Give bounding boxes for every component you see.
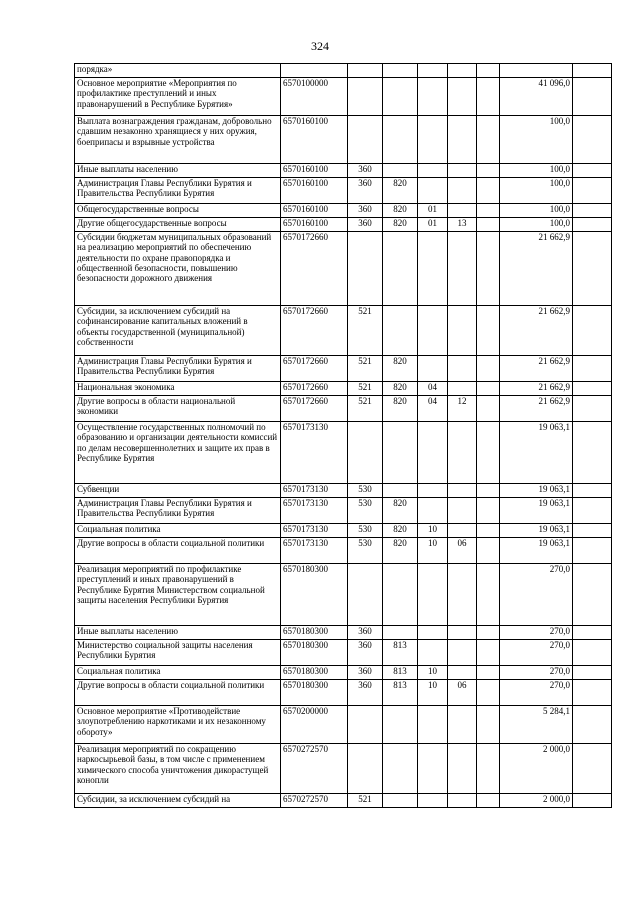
row-expense-type-cell: 360	[348, 640, 383, 666]
row-sum-cell: 19 063,1	[500, 524, 573, 538]
row-subsection-cell	[448, 640, 477, 666]
row-name-cell: Администрация Главы Республики Бурятия и Правительства Республики Бурятия	[75, 498, 281, 524]
table-row	[75, 640, 612, 666]
row-empty-cell	[477, 666, 500, 680]
row-code-cell: 6570172660	[281, 382, 348, 396]
row-code-cell: 6570172660	[281, 306, 348, 356]
row-expense-type-cell: 530	[348, 538, 383, 564]
table-row	[75, 78, 612, 116]
table-row	[75, 218, 612, 232]
table-row	[75, 306, 612, 356]
row-empty-cell	[573, 524, 612, 538]
row-grbs-cell	[383, 794, 418, 808]
row-name-cell: Иные выплаты населению	[75, 164, 281, 178]
row-empty-cell	[477, 706, 500, 744]
row-sum-cell: 21 662,9	[500, 382, 573, 396]
row-subsection-cell	[448, 564, 477, 626]
row-sum-cell: 270,0	[500, 666, 573, 680]
row-expense-type-cell	[348, 564, 383, 626]
row-name-cell: Администрация Главы Республики Бурятия и Правительства Республики Бурятия	[75, 356, 281, 382]
row-code-cell: 6570272570	[281, 794, 348, 808]
row-name-cell: Реализация мероприятий по профилактике преступлений и иных правонарушений в Республике Бурятия Министерством социальной защиты населения Республики Бурятия	[75, 564, 281, 626]
row-name-cell: Общегосударственные вопросы	[75, 204, 281, 218]
row-section-cell	[418, 484, 448, 498]
row-name-cell: Осуществление государственных полномочий по образованию и организации деятельности комиссий по делам несовершеннолетних и защите их прав в Республике Бурятия	[75, 422, 281, 484]
row-name-cell: Основное мероприятие «Противодействие злоупотреблению наркотиками и их незаконному обороту»	[75, 706, 281, 744]
row-code-cell: 6570180300	[281, 640, 348, 666]
row-section-cell: 10	[418, 666, 448, 680]
row-name-cell: Национальная экономика	[75, 382, 281, 396]
row-expense-type-cell	[348, 64, 383, 78]
row-sum-cell: 100,0	[500, 178, 573, 204]
row-sum-cell: 270,0	[500, 640, 573, 666]
table-row	[75, 706, 612, 744]
row-code-cell: 6570173130	[281, 524, 348, 538]
row-expense-type-cell: 360	[348, 666, 383, 680]
row-empty-cell	[477, 484, 500, 498]
row-empty-cell	[573, 218, 612, 232]
row-empty-cell	[573, 744, 612, 794]
row-expense-type-cell: 530	[348, 484, 383, 498]
row-empty-cell	[573, 396, 612, 422]
row-expense-type-cell: 360	[348, 204, 383, 218]
row-expense-type-cell: 360	[348, 680, 383, 706]
row-grbs-cell	[383, 564, 418, 626]
row-grbs-cell: 820	[383, 218, 418, 232]
row-empty-cell	[573, 78, 612, 116]
row-code-cell: 6570160100	[281, 164, 348, 178]
table-row	[75, 626, 612, 640]
row-sum-cell: 21 662,9	[500, 306, 573, 356]
row-section-cell	[418, 422, 448, 484]
row-sum-cell: 5 284,1	[500, 706, 573, 744]
row-section-cell: 01	[418, 218, 448, 232]
row-expense-type-cell: 530	[348, 524, 383, 538]
table-row	[75, 382, 612, 396]
row-empty-cell	[573, 666, 612, 680]
table-row	[75, 524, 612, 538]
table-row	[75, 178, 612, 204]
row-code-cell: 6570172660	[281, 396, 348, 422]
row-empty-cell	[477, 680, 500, 706]
row-sum-cell	[500, 64, 573, 78]
row-empty-cell	[573, 232, 612, 306]
row-empty-cell	[573, 422, 612, 484]
row-grbs-cell	[383, 706, 418, 744]
row-empty-cell	[573, 706, 612, 744]
row-empty-cell	[573, 164, 612, 178]
row-code-cell: 6570200000	[281, 706, 348, 744]
row-name-cell: Министерство социальной защиты населения Республики Бурятия	[75, 640, 281, 666]
row-subsection-cell	[448, 178, 477, 204]
row-empty-cell	[573, 680, 612, 706]
row-empty-cell	[477, 218, 500, 232]
row-name-cell: Субвенции	[75, 484, 281, 498]
row-section-cell	[418, 356, 448, 382]
row-code-cell: 6570180300	[281, 626, 348, 640]
row-empty-cell	[573, 484, 612, 498]
row-empty-cell	[477, 78, 500, 116]
row-section-cell: 04	[418, 382, 448, 396]
row-subsection-cell	[448, 422, 477, 484]
row-empty-cell	[573, 382, 612, 396]
row-subsection-cell	[448, 382, 477, 396]
row-grbs-cell: 820	[383, 498, 418, 524]
row-section-cell	[418, 564, 448, 626]
row-name-cell: Другие общегосударственные вопросы	[75, 218, 281, 232]
row-section-cell	[418, 64, 448, 78]
row-grbs-cell: 813	[383, 680, 418, 706]
row-sum-cell: 270,0	[500, 626, 573, 640]
row-grbs-cell: 813	[383, 640, 418, 666]
row-empty-cell	[573, 64, 612, 78]
row-subsection-cell	[448, 744, 477, 794]
row-empty-cell	[477, 356, 500, 382]
row-sum-cell: 19 063,1	[500, 422, 573, 484]
row-expense-type-cell: 360	[348, 218, 383, 232]
row-sum-cell: 2 000,0	[500, 794, 573, 808]
row-empty-cell	[573, 794, 612, 808]
row-sum-cell: 100,0	[500, 218, 573, 232]
row-name-cell: Субсидии, за исключением субсидий на	[75, 794, 281, 808]
table-row	[75, 396, 612, 422]
row-expense-type-cell	[348, 232, 383, 306]
row-subsection-cell	[448, 78, 477, 116]
table-row	[75, 498, 612, 524]
row-subsection-cell	[448, 706, 477, 744]
row-subsection-cell	[448, 484, 477, 498]
row-section-cell	[418, 116, 448, 164]
row-name-cell: Администрация Главы Республики Бурятия и Правительства Республики Бурятия	[75, 178, 281, 204]
table-row	[75, 116, 612, 164]
row-code-cell: 6570173130	[281, 498, 348, 524]
row-code-cell	[281, 64, 348, 78]
row-grbs-cell: 820	[383, 396, 418, 422]
row-grbs-cell	[383, 78, 418, 116]
row-name-cell: Иные выплаты населению	[75, 626, 281, 640]
row-empty-cell	[573, 626, 612, 640]
row-empty-cell	[477, 498, 500, 524]
row-empty-cell	[573, 178, 612, 204]
table-row	[75, 64, 612, 78]
row-empty-cell	[477, 178, 500, 204]
row-name-cell: Другие вопросы в области социальной политики	[75, 680, 281, 706]
row-expense-type-cell	[348, 116, 383, 164]
row-section-cell: 10	[418, 680, 448, 706]
row-sum-cell: 270,0	[500, 680, 573, 706]
row-sum-cell: 2 000,0	[500, 744, 573, 794]
row-expense-type-cell: 360	[348, 164, 383, 178]
row-subsection-cell	[448, 204, 477, 218]
table-row	[75, 794, 612, 808]
row-code-cell: 6570173130	[281, 484, 348, 498]
row-grbs-cell: 820	[383, 524, 418, 538]
row-section-cell	[418, 498, 448, 524]
row-expense-type-cell	[348, 744, 383, 794]
table-row	[75, 484, 612, 498]
row-empty-cell	[573, 356, 612, 382]
row-section-cell: 10	[418, 524, 448, 538]
row-name-cell: Социальная политика	[75, 524, 281, 538]
row-section-cell	[418, 744, 448, 794]
table-row	[75, 164, 612, 178]
row-subsection-cell	[448, 498, 477, 524]
row-grbs-cell	[383, 232, 418, 306]
row-subsection-cell	[448, 116, 477, 164]
row-grbs-cell: 813	[383, 666, 418, 680]
table-row	[75, 356, 612, 382]
row-empty-cell	[477, 744, 500, 794]
row-expense-type-cell: 521	[348, 794, 383, 808]
row-subsection-cell	[448, 666, 477, 680]
row-expense-type-cell	[348, 78, 383, 116]
row-subsection-cell	[448, 524, 477, 538]
row-expense-type-cell: 521	[348, 356, 383, 382]
row-code-cell: 6570160100	[281, 178, 348, 204]
row-name-cell: Субсидии, за исключением субсидий на софинансирование капитальных вложений в объекты государственной (муниципальной) собственности	[75, 306, 281, 356]
row-grbs-cell	[383, 744, 418, 794]
row-empty-cell	[477, 164, 500, 178]
row-expense-type-cell: 530	[348, 498, 383, 524]
row-grbs-cell: 820	[383, 382, 418, 396]
row-empty-cell	[573, 498, 612, 524]
row-grbs-cell	[383, 484, 418, 498]
row-empty-cell	[477, 64, 500, 78]
row-code-cell: 6570160100	[281, 116, 348, 164]
row-sum-cell: 100,0	[500, 164, 573, 178]
row-empty-cell	[573, 204, 612, 218]
table-row	[75, 232, 612, 306]
row-code-cell: 6570180300	[281, 564, 348, 626]
table-row	[75, 538, 612, 564]
table-row	[75, 666, 612, 680]
row-empty-cell	[477, 794, 500, 808]
row-grbs-cell	[383, 306, 418, 356]
row-expense-type-cell: 360	[348, 178, 383, 204]
row-empty-cell	[573, 640, 612, 666]
row-section-cell: 04	[418, 396, 448, 422]
row-sum-cell: 19 063,1	[500, 538, 573, 564]
row-expense-type-cell: 360	[348, 626, 383, 640]
row-grbs-cell	[383, 64, 418, 78]
row-code-cell: 6570160100	[281, 204, 348, 218]
row-section-cell	[418, 232, 448, 306]
row-name-cell: Основное мероприятие «Мероприятия по профилактике преступлений и иных правонарушений в Республике Бурятия»	[75, 78, 281, 116]
row-subsection-cell: 06	[448, 538, 477, 564]
row-empty-cell	[477, 306, 500, 356]
row-section-cell	[418, 164, 448, 178]
row-empty-cell	[573, 564, 612, 626]
row-empty-cell	[477, 564, 500, 626]
row-section-cell: 01	[418, 204, 448, 218]
row-expense-type-cell	[348, 706, 383, 744]
row-sum-cell: 19 063,1	[500, 498, 573, 524]
row-subsection-cell	[448, 64, 477, 78]
row-section-cell	[418, 306, 448, 356]
row-empty-cell	[477, 396, 500, 422]
row-empty-cell	[573, 306, 612, 356]
table-row	[75, 422, 612, 484]
row-section-cell	[418, 794, 448, 808]
table-row	[75, 744, 612, 794]
row-grbs-cell	[383, 116, 418, 164]
row-code-cell: 6570173130	[281, 422, 348, 484]
row-section-cell	[418, 78, 448, 116]
row-empty-cell	[477, 204, 500, 218]
row-section-cell	[418, 640, 448, 666]
row-grbs-cell: 820	[383, 204, 418, 218]
row-section-cell	[418, 178, 448, 204]
row-code-cell: 6570180300	[281, 666, 348, 680]
row-empty-cell	[477, 524, 500, 538]
row-expense-type-cell: 521	[348, 306, 383, 356]
row-empty-cell	[573, 116, 612, 164]
row-sum-cell: 41 096,0	[500, 78, 573, 116]
page-number: 324	[311, 39, 329, 53]
row-name-cell: порядка»	[75, 64, 281, 78]
row-empty-cell	[477, 232, 500, 306]
budget-table	[74, 63, 612, 808]
row-sum-cell: 270,0	[500, 564, 573, 626]
row-grbs-cell: 820	[383, 356, 418, 382]
row-empty-cell	[477, 382, 500, 396]
row-name-cell: Субсидии бюджетам муниципальных образований на реализацию мероприятий по обеспечению деятельности по охране правопорядка и общественной безопасности, повышению безопасности дорожного движения	[75, 232, 281, 306]
table-row	[75, 680, 612, 706]
row-grbs-cell	[383, 164, 418, 178]
row-subsection-cell	[448, 164, 477, 178]
row-code-cell: 6570172660	[281, 356, 348, 382]
row-expense-type-cell	[348, 422, 383, 484]
row-section-cell: 10	[418, 538, 448, 564]
row-code-cell: 6570172660	[281, 232, 348, 306]
row-subsection-cell	[448, 794, 477, 808]
budget-table-body	[75, 64, 612, 808]
row-name-cell: Другие вопросы в области социальной политики	[75, 538, 281, 564]
row-subsection-cell: 06	[448, 680, 477, 706]
row-code-cell: 6570100000	[281, 78, 348, 116]
row-subsection-cell	[448, 356, 477, 382]
row-sum-cell: 21 662,9	[500, 356, 573, 382]
row-name-cell: Выплата вознаграждения гражданам, добровольно сдавшим незаконно хранящиеся у них оружия, боеприпасы и взрывные устройства	[75, 116, 281, 164]
table-row	[75, 204, 612, 218]
row-grbs-cell: 820	[383, 178, 418, 204]
row-empty-cell	[477, 538, 500, 564]
row-grbs-cell: 820	[383, 538, 418, 564]
row-code-cell: 6570272570	[281, 744, 348, 794]
row-expense-type-cell: 521	[348, 396, 383, 422]
row-sum-cell: 100,0	[500, 116, 573, 164]
row-empty-cell	[573, 538, 612, 564]
row-name-cell: Социальная политика	[75, 666, 281, 680]
row-section-cell	[418, 626, 448, 640]
row-code-cell: 6570180300	[281, 680, 348, 706]
row-sum-cell: 19 063,1	[500, 484, 573, 498]
row-subsection-cell	[448, 232, 477, 306]
row-grbs-cell	[383, 422, 418, 484]
row-sum-cell: 21 662,9	[500, 232, 573, 306]
row-subsection-cell	[448, 306, 477, 356]
table-row	[75, 564, 612, 626]
row-empty-cell	[477, 640, 500, 666]
row-empty-cell	[477, 116, 500, 164]
row-subsection-cell: 13	[448, 218, 477, 232]
row-sum-cell: 21 662,9	[500, 396, 573, 422]
row-subsection-cell: 12	[448, 396, 477, 422]
row-section-cell	[418, 706, 448, 744]
row-empty-cell	[477, 422, 500, 484]
row-grbs-cell	[383, 626, 418, 640]
row-name-cell: Другие вопросы в области национальной экономики	[75, 396, 281, 422]
row-empty-cell	[477, 626, 500, 640]
row-code-cell: 6570160100	[281, 218, 348, 232]
row-sum-cell: 100,0	[500, 204, 573, 218]
row-subsection-cell	[448, 626, 477, 640]
row-expense-type-cell: 521	[348, 382, 383, 396]
row-name-cell: Реализация мероприятий по сокращению наркосырьевой базы, в том числе с применением химического способа уничтожения дикорастущей конопли	[75, 744, 281, 794]
row-code-cell: 6570173130	[281, 538, 348, 564]
